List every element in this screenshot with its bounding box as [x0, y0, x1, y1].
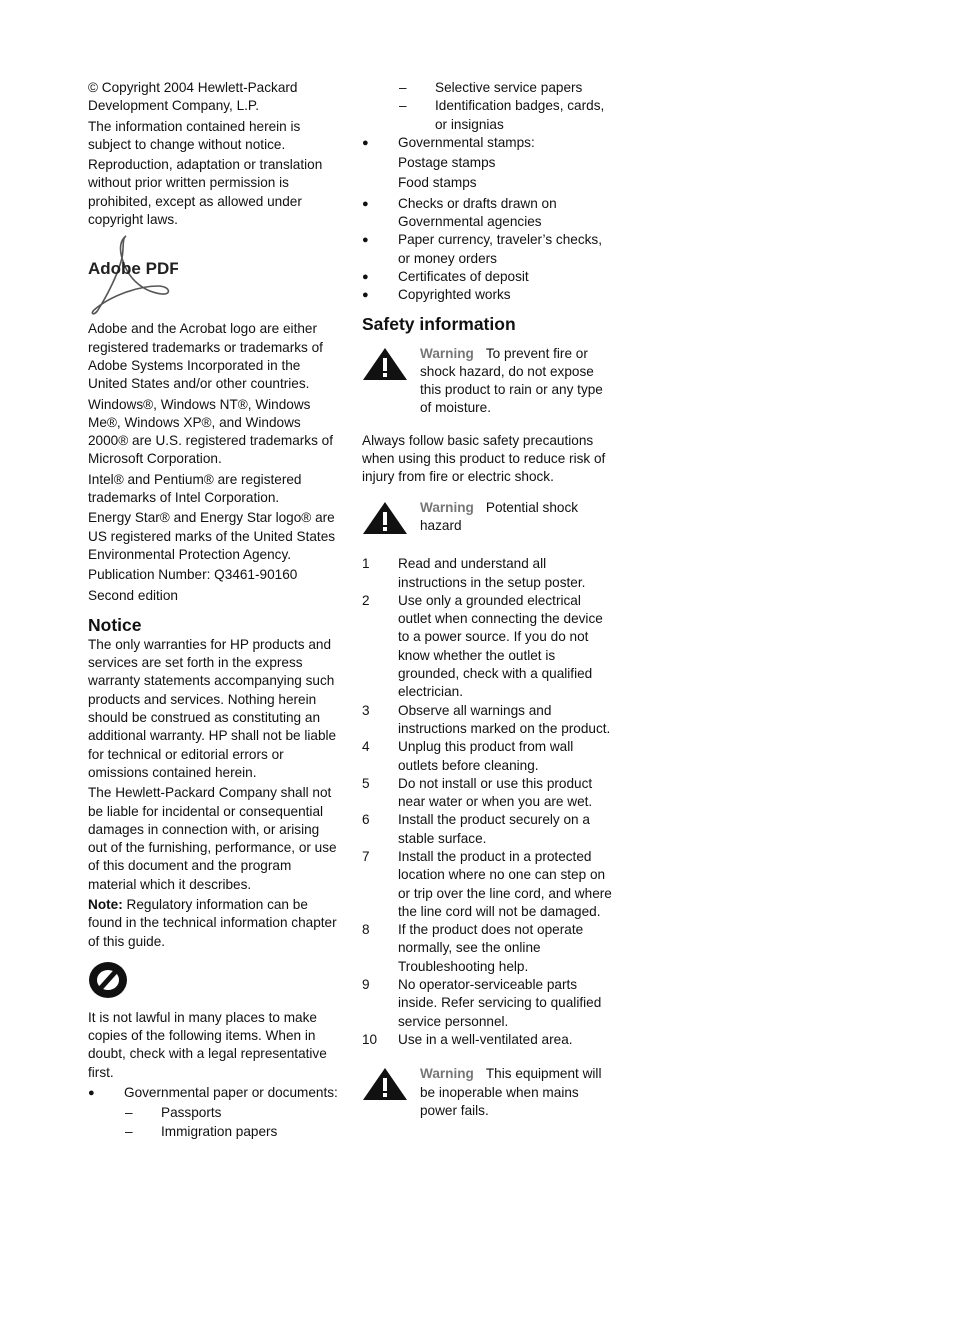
dash-mark: – — [125, 1105, 133, 1121]
warning-text: Potential shock hazard — [420, 499, 579, 533]
notice-warranty-text: The only warranties for HP products and services are set forth in the express warranty statements accompanying such products and services. Nothing herein should be construed as constituting an additional warranty. HP shall not be liable for technical or editorial errors or omissions contained herein. — [88, 636, 337, 780]
list-item — [362, 811, 612, 848]
acrobat-swirl-icon — [88, 234, 178, 316]
warning-triangle-icon — [362, 347, 408, 381]
list-item-gov-paper — [88, 1084, 338, 1102]
step-number: 2 — [362, 592, 370, 608]
step-text: If the product does not operate normally, see the online Troubleshooting help. — [398, 922, 584, 974]
sub-item-passports — [88, 1104, 338, 1122]
step-number: 8 — [362, 922, 370, 938]
sub-item-immigration — [88, 1123, 338, 1141]
step-number: 3 — [362, 702, 370, 718]
notice-heading: Notice — [88, 614, 142, 635]
warning-label: Warning — [420, 1066, 474, 1082]
step-number: 4 — [362, 739, 370, 755]
change-notice-text: The information contained herein is subject to change without notice. — [88, 118, 301, 152]
list-item — [362, 1031, 612, 1049]
edition: Second edition — [88, 587, 178, 603]
warning-text: To prevent fire or shock hazard, do not expose this product to rain or any type of moisture. — [420, 345, 603, 416]
logo-text: Adobe PDF — [88, 259, 178, 279]
lawful-text: It is not lawful in many places to make copies of the following items. When in doubt, check with a legal representative first. — [88, 1009, 327, 1080]
warning-text: This equipment will be inoperable when mains power fails. — [420, 1066, 602, 1118]
safety-steps-list — [362, 555, 612, 1049]
safety-precautions-text: Always follow basic safety precautions when using this product to reduce risk of injury from fire or electric shock. — [362, 432, 606, 485]
step-number: 10 — [362, 1031, 378, 1047]
bullet-mark: ● — [362, 289, 369, 302]
sub-item-selective — [362, 79, 612, 97]
note-body: Regulatory information can be found in the technical information chapter of this guide. — [88, 896, 337, 949]
list-item-certificates — [362, 268, 612, 286]
left-column — [88, 79, 338, 1141]
list-item — [362, 702, 612, 739]
note-text — [88, 896, 338, 951]
energy-star-trademark: Energy Star® and Energy Star logo® are US registered marks of the United States Environmental Protection Agency. — [88, 510, 336, 562]
list-item — [362, 921, 612, 976]
sub-item-label: Selective service papers — [435, 80, 583, 95]
step-number: 7 — [362, 848, 370, 864]
list-item-checks — [362, 195, 612, 232]
step-text: Install the product in a protected location where no one can step on or trip over the line cord, and where the line cord will not be damaged. — [398, 848, 612, 919]
list-item-label: Paper currency, traveler’s checks, or money orders — [398, 232, 602, 266]
warning-moisture — [362, 345, 612, 418]
step-number: 1 — [362, 556, 370, 572]
step-text: Use in a well-ventilated area. — [398, 1031, 573, 1047]
list-item-label: Governmental paper or documents: — [124, 1085, 338, 1101]
bullet-mark: ● — [362, 197, 369, 210]
reproduction-text: Reproduction, adaptation or translation without prior written permission is prohibited, except as allowed under copyright laws. — [88, 157, 323, 228]
list-item — [362, 848, 612, 921]
note-label: Note: — [88, 896, 123, 912]
bullet-mark: ● — [88, 1087, 95, 1100]
list-item-label: Checks or drafts drawn on Governmental agencies — [398, 195, 557, 230]
bullet-mark: ● — [362, 270, 369, 283]
stamp-food: Food stamps — [398, 175, 477, 191]
warning-label: Warning — [420, 345, 474, 361]
bullet-mark: ● — [362, 136, 369, 149]
dash-mark: – — [125, 1123, 133, 1139]
step-text: Do not install or use this product near water or when you are wet. — [398, 775, 593, 810]
prohibited-icon — [88, 961, 338, 1001]
safety-heading: Safety information — [362, 313, 516, 334]
warning-label: Warning — [420, 499, 474, 515]
step-text: Unplug this product from wall outlets before cleaning. — [398, 739, 574, 773]
step-text: Install the product securely on a stable surface. — [398, 812, 590, 846]
step-number: 5 — [362, 775, 370, 791]
list-item-label: Certificates of deposit — [398, 268, 529, 284]
step-text: Observe all warnings and instructions marked on the product. — [398, 702, 611, 736]
step-number: 9 — [362, 977, 370, 993]
dash-mark: – — [399, 98, 407, 114]
step-text: Read and understand all instructions in the setup poster. — [398, 556, 586, 590]
list-item-label: Copyrighted works — [398, 287, 511, 303]
list-item-currency — [362, 231, 612, 268]
warning-shock — [362, 499, 612, 536]
list-item-label: Governmental stamps: — [398, 134, 535, 150]
step-number: 6 — [362, 812, 370, 828]
warning-mains-power — [362, 1065, 612, 1120]
step-text: No operator-serviceable parts inside. Refer servicing to qualified service personnel. — [398, 977, 602, 1029]
copyright-text: © Copyright 2004 Hewlett-Packard Development Company, L.P. — [88, 80, 298, 114]
sub-item-label: Immigration papers — [161, 1123, 278, 1139]
adobe-pdf-logo — [88, 234, 338, 316]
warning-triangle-icon — [362, 1067, 408, 1101]
notice-liability-text: The Hewlett-Packard Company shall not be liable for incidental or consequential damages in connection with, or arising out of the furnishing, performance, or use of this document and the program material which it describes. — [88, 785, 337, 892]
microsoft-trademark: Windows®, Windows NT®, Windows Me®, Windows XP®, and Windows 2000® are U.S. registered trademarks of Microsoft Corporation. — [88, 396, 333, 467]
adobe-trademark: Adobe and the Acrobat logo are either registered trademarks or trademarks of Adobe Systems Incorporated in the United States and/or other countries. — [88, 321, 323, 392]
warning-triangle-icon — [362, 501, 408, 535]
list-item-stamps — [362, 134, 612, 152]
sub-item-label: Identification badges, cards, or insignias — [435, 98, 605, 132]
list-item-copyrighted — [362, 286, 612, 304]
publication-number: Publication Number: Q3461-90160 — [88, 567, 298, 583]
list-item — [362, 555, 612, 592]
intel-trademark: Intel® and Pentium® are registered trademarks of Intel Corporation. — [88, 471, 302, 506]
stamp-postage: Postage stamps — [398, 155, 496, 171]
sub-item-label: Passports — [161, 1105, 222, 1121]
dash-mark: – — [399, 80, 407, 95]
list-item — [362, 775, 612, 812]
right-column — [362, 79, 612, 1120]
bullet-mark: ● — [362, 234, 369, 247]
list-item — [362, 592, 612, 702]
list-item — [362, 976, 612, 1031]
sub-item-badges — [362, 97, 612, 134]
step-text: Use only a grounded electrical outlet when connecting the device to a power source. If you do not know whether the outlet is grounded, check with a qualified electrician. — [398, 592, 603, 700]
list-item — [362, 738, 612, 775]
